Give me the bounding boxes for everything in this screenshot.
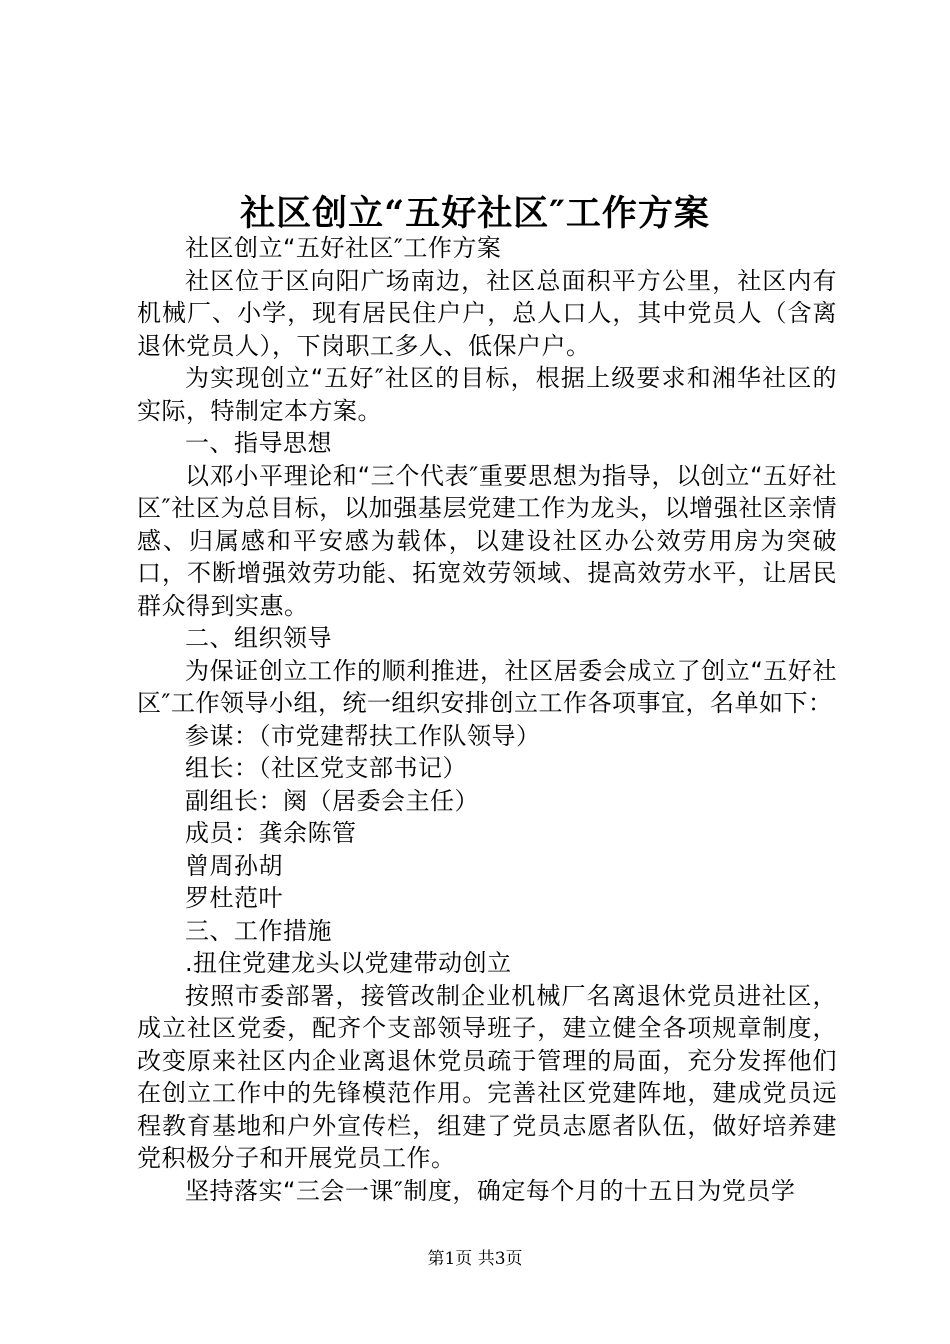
- paragraph: 为实现创立“五好″社区的目标，根据上级要求和湘华社区的实际，特制定本方案。: [137, 364, 837, 425]
- paragraph: 为保证创立工作的顺利推进，社区居委会成立了创立“五好社区″工作领导小组，统一组织安排创立工作各项事宜，名单如下：: [137, 656, 837, 717]
- section-heading: 一、指导思想: [185, 429, 332, 457]
- document-title: 社区创立“五好社区″工作方案: [240, 193, 710, 234]
- document-body: [137, 232, 837, 1207]
- section-heading: 三、工作措施: [185, 916, 332, 945]
- paragraph: 以邓小平理论和“三个代表″重要思想为指导，以创立“五好社区″社区为总目标，以加强基层党建工作为龙头，以增强社区亲情感、归属感和平安感为载体，以建设社区办公效劳用房为突破口，不断增强效劳功能、拓宽效劳领域、提高效劳水平，让居民群众得到实惠。: [137, 461, 837, 620]
- list-item: 组长：（社区党支部书记）: [185, 754, 467, 782]
- list-item: 曾周孙胡: [185, 851, 283, 880]
- paragraph: 按照市委部署，接管改制企业机械厂名离退休党员进社区，成立社区党委，配齐个支部领导班子，建立健全各项规章制度，改变原来社区内企业离退休党员疏于管理的局面，充分发挥他们在创立工作中的先锋模范作用。完善社区党建阵地，建成党员远程教育基地和户外宣传栏，组建了党员志愿者队伍，做好培养建党积极分子和开展党员工作。: [137, 981, 837, 1172]
- paragraph: 社区创立“五好社区″工作方案: [185, 234, 502, 262]
- section-heading: 二、组织领导: [185, 624, 332, 652]
- subsection-heading: .扭住党建龙头以党建带动创立: [185, 949, 512, 977]
- list-item: 罗杜范叶: [185, 884, 283, 912]
- paragraph: 坚持落实“三会一课″制度，确定每个月的十五日为党员学: [185, 1176, 796, 1205]
- page-footer: 第1页 共3页: [427, 1249, 523, 1269]
- paragraph: 社区位于区向阳广场南边，社区总面积平方公里，社区内有机械厂、小学，现有居民住户户，总人口人，其中党员人（含离退休党员人），下岗职工多人、低保户户。: [137, 266, 837, 360]
- list-item: 参谋：（市党建帮扶工作队领导）: [185, 721, 541, 750]
- list-item: 副组长：阕（居委会主任）: [185, 786, 479, 815]
- list-item: 成员：龚余陈管: [185, 819, 357, 847]
